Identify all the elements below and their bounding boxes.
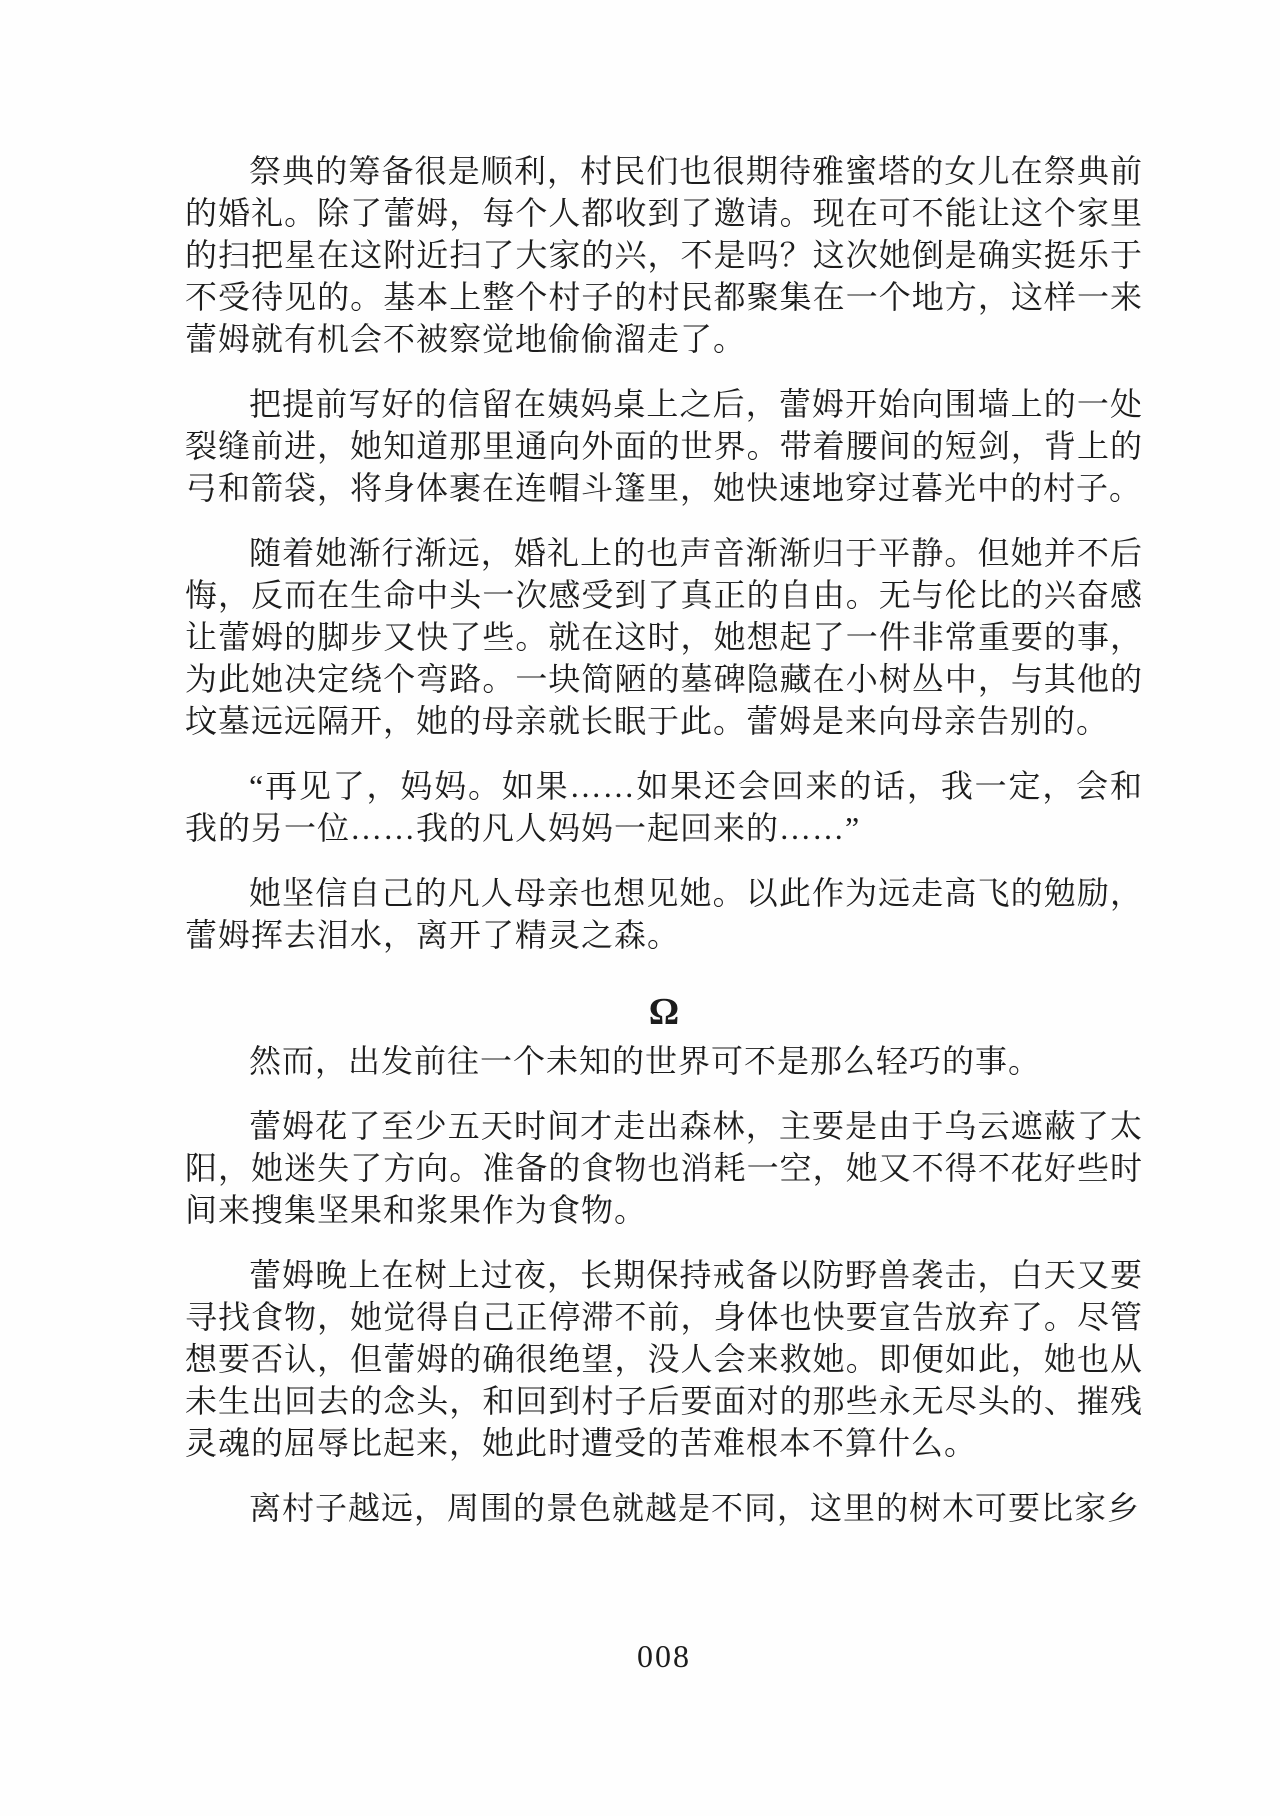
paragraph-6: 然而，出发前往一个未知的世界可不是那么轻巧的事。	[249, 1043, 1042, 1079]
paragraph-1: 祭典的筹备很是顺利，村民们也很期待雅蜜塔的女儿在祭典前的婚礼。除了蕾姆，每个人都收到了邀请。现在可不能让这个家里的扫把星在这附近扫了大家的兴，不是吗？这次她倒是确实挺乐于不受待见的。基本上整个村子的村民都聚集在一个地方，这样一来蕾姆就有机会不被察觉地偷偷溜走了。	[185, 153, 1143, 357]
paragraph-2: 把提前写好的信留在姨妈桌上之后，蕾姆开始向围墙上的一处裂缝前进，她知道那里通向外面的世界。带着腰间的短剑，背上的弓和箭袋，将身体裹在连帽斗篷里，她快速地穿过暮光中的村子。	[185, 386, 1143, 506]
section-divider-omega: Ω	[648, 991, 680, 1033]
page-number: 008	[637, 1638, 691, 1674]
paragraph-8: 蕾姆晚上在树上过夜，长期保持戒备以防野兽袭击，白天又要寻找食物，她觉得自己正停滞不前，身体也快要宣告放弃了。尽管想要否认，但蕾姆的确很绝望，没人会来救她。即便如此，她也从未生出回去的念头，和回到村子后要面对的那些永无尽头的、摧残灵魂的屈辱比起来，她此时遭受的苦难根本不算什么。	[185, 1257, 1143, 1461]
paragraph-4-quote: “再见了，妈妈。如果……如果还会回来的话，我一定，会和我的另一位……我的凡人妈妈一起回来的……”	[185, 768, 1143, 846]
paragraph-9: 离村子越远，周围的景色就越是不同，这里的树木可要比家乡	[249, 1490, 1141, 1526]
paragraph-3: 随着她渐行渐远，婚礼上的也声音渐渐归于平静。但她并不后悔，反而在生命中头一次感受到了真正的自由。无与伦比的兴奋感让蕾姆的脚步又快了些。就在这时，她想起了一件非常重要的事，为此她决定绕个弯路。一块简陋的墓碑隐藏在小树丛中，与其他的坟墓远远隔开，她的母亲就长眠于此。蕾姆是来向母亲告别的。	[185, 535, 1143, 739]
text-block	[185, 150, 1143, 1529]
paragraph-5: 她坚信自己的凡人母亲也想见她。以此作为远走高飞的勉励，蕾姆挥去泪水，离开了精灵之森。	[185, 875, 1143, 953]
paragraph-7: 蕾姆花了至少五天时间才走出森林，主要是由于乌云遮蔽了太阳，她迷失了方向。准备的食物也消耗一空，她又不得不花好些时间来搜集坚果和浆果作为食物。	[185, 1108, 1143, 1228]
